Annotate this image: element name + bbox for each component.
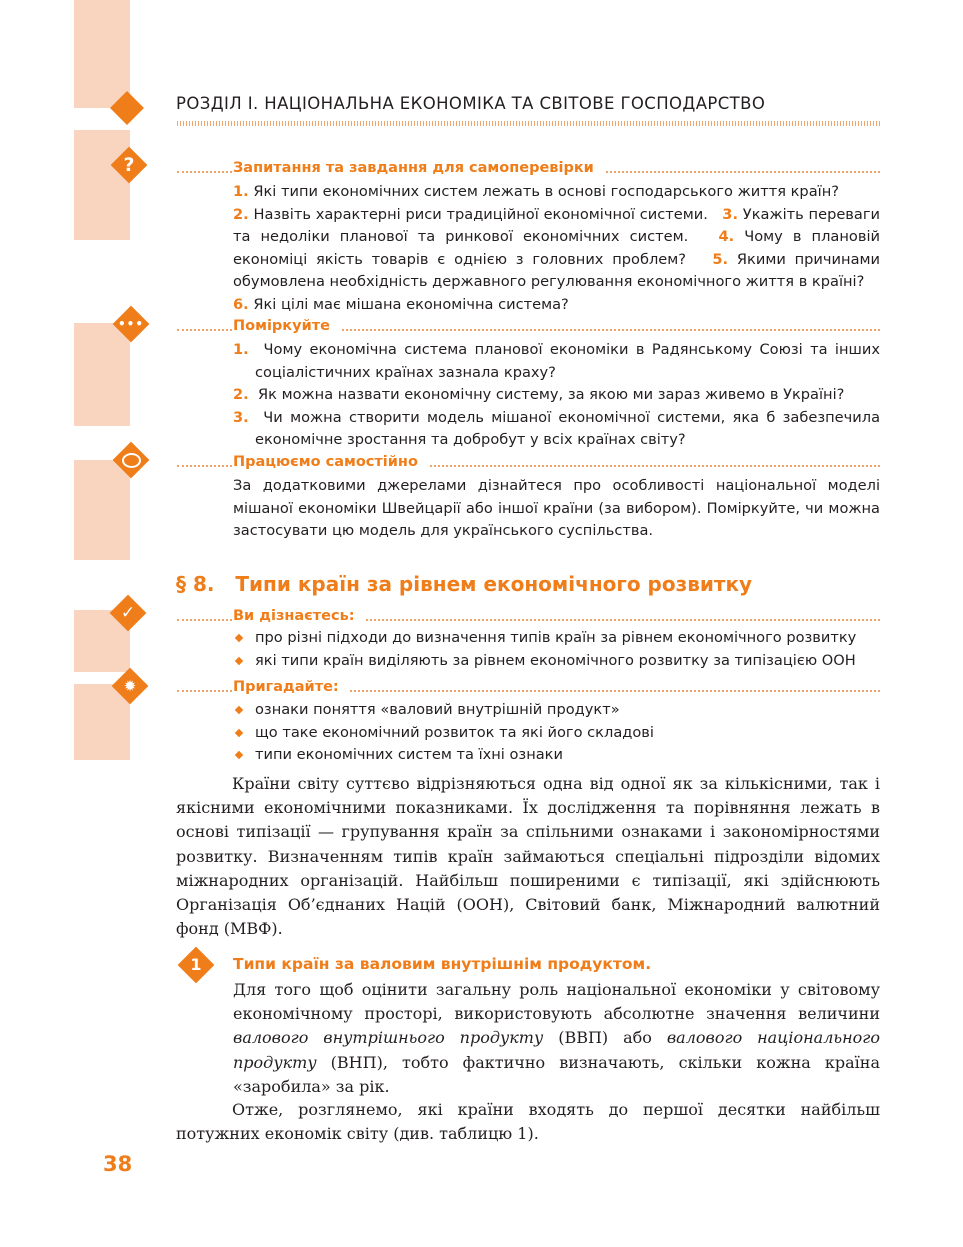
learn-title: Ви дізнаєтесь: xyxy=(233,608,365,624)
running-header: РОЗДІЛ I. НАЦІОНАЛЬНА ЕКОНОМІКА ТА СВІТОВЕ ГОСПОДАРСТВО xyxy=(176,94,766,113)
recall-title: Пригадайте: xyxy=(233,679,349,695)
think-questions xyxy=(233,339,880,452)
section-number: § 8. xyxy=(176,572,215,596)
lightbulb-icon: ✹ xyxy=(111,667,149,705)
independent-title: Працюємо самостійно xyxy=(233,454,428,470)
subsection-title: Типи країн за валовим внутрішнім продуктом. xyxy=(233,955,661,973)
header-rule xyxy=(177,121,880,126)
independent-task: За додатковими джерелами дізнайтеся про особливості національної моделі мішаної економіки Швейцарії або іншої країни (за вибором). Поміркуйте, чи можна застосувати цю модель для українського суспільства. xyxy=(233,477,880,539)
list-item: типи економічних систем та їхні ознаки xyxy=(233,744,880,767)
sidebar-tab xyxy=(74,0,130,108)
learn-list xyxy=(233,627,880,672)
speech-bubble-icon xyxy=(112,441,150,479)
section-number-badge: 1 xyxy=(177,946,215,984)
list-item: які типи країн виділяють за рівнем економічного розвитку за типізацією ООН xyxy=(233,650,880,673)
list-item: 3. Чи можна створити модель мішаної економічної системи, яка б забезпечила економічне зростання та добробут у всіх країнах світу? xyxy=(233,408,881,448)
self-check-title: Запитання та завдання для самоперевірки xyxy=(233,160,604,176)
subsection-paragraph: Отже, розглянемо, які країни входять до першої десятки найбільш потужних економік світу (див. таблицю 1). xyxy=(176,1100,880,1144)
think-title: Поміркуйте xyxy=(233,318,340,334)
subsection-paragraph: Для того щоб оцінити загальну роль національної економіки у світовому економічному просторі, використовують абсолютне значення величини валового внутрішнього продукту (ВВП) або валового національного продукту (ВНП), тобто фактично визначають, скільки кожна країна «заробила» за рік. xyxy=(233,980,880,1096)
page-number: 38 xyxy=(103,1152,133,1176)
list-item: ознаки поняття «валовий внутрішній продукт» xyxy=(233,699,880,722)
list-item: що таке економічний розвиток та які його складові xyxy=(233,722,880,745)
checkmark-icon: ✓ xyxy=(109,594,147,632)
list-item: 2. Як можна назвати економічну систему, за якою ми зараз живемо в Україні? xyxy=(233,386,845,403)
self-check-questions: 1. Які типи економічних систем лежать в основі господарського життя країн? 2. Назвіть характерні риси традиційної економічної системи. 3. Укажіть переваги та недоліки планової та ринкової економічних систем. 4. Чому в плановій економіці якість товарів є однією з головних проблем? 5. Якими причинами обумовлена необхідність державного регулювання економічного життя в країні? 6. Які цілі має мішана економічна система? xyxy=(233,183,881,313)
recall-list xyxy=(233,699,880,767)
chat-dots-icon: ••• xyxy=(112,305,150,343)
question-icon: ? xyxy=(110,146,148,184)
section-heading xyxy=(176,572,752,596)
list-item: 1. Чому економічна система планової економіки в Радянському Союзі та інших соціалістичних країнах зазнала краху? xyxy=(233,341,880,381)
intro-paragraph: Країни світу суттєво відрізняються одна від одної як за кількісними, так і якісними економічними показниками. Їх дослідження та порівняння лежать в основі типізації — групування країн за спільними ознаками і закономірностями розвитку. Визначенням типів країн займаються спеціальні підрозділи відомих міжнародних організацій. Найбільш поширеними є типізації, які здійснюють Організація Об’єднаних Націй (ООН), Світовий банк, Міжнародний валютний фонд (МВФ). xyxy=(176,774,880,939)
section-title: Типи країн за рівнем економічного розвитку xyxy=(235,572,753,596)
list-item: про різні підходи до визначення типів країн за рівнем економічного розвитку xyxy=(233,627,880,650)
